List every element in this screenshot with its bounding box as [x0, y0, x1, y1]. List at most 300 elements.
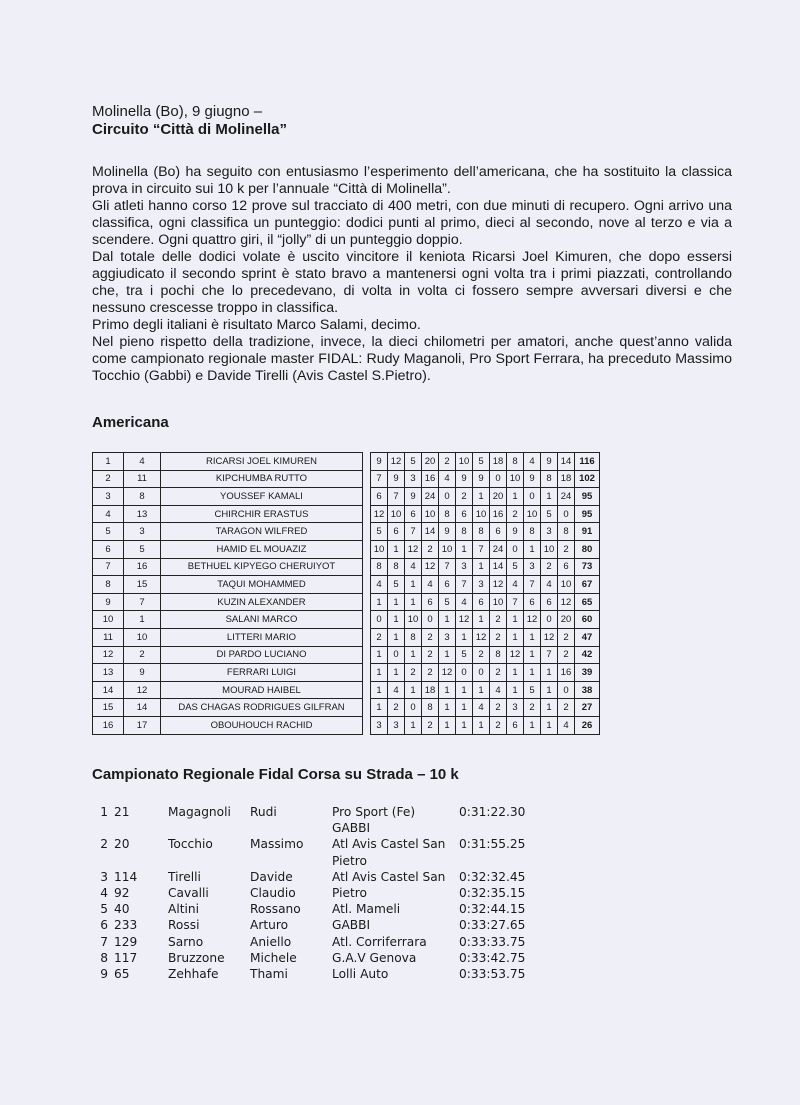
table-cell: 12: [473, 628, 490, 646]
table-row: [93, 646, 600, 664]
table-cell: 6: [371, 488, 388, 506]
table-cell: 10: [388, 505, 405, 523]
table-cell: 10: [524, 505, 541, 523]
table-cell: 1: [371, 699, 388, 717]
table-gap: [363, 699, 371, 717]
table-cell: 5: [456, 646, 473, 664]
table-row: [93, 681, 600, 699]
table-cell: 1: [541, 681, 558, 699]
table-cell: 13: [124, 505, 161, 523]
table-cell: 0: [371, 611, 388, 629]
result-time: 0:31:55.25: [459, 837, 526, 852]
table-row: [93, 488, 600, 506]
table-cell: 24: [490, 540, 507, 558]
table-cell: 18: [558, 470, 575, 488]
table-cell: 7: [93, 558, 124, 576]
table-cell: 7: [541, 646, 558, 664]
table-row: [93, 611, 600, 629]
table-cell: 6: [405, 505, 422, 523]
table-cell: 2: [558, 628, 575, 646]
table-cell: 1: [524, 646, 541, 664]
table-cell: 14: [124, 699, 161, 717]
table-cell: 1: [456, 628, 473, 646]
table-gap: [363, 628, 371, 646]
table-cell: 7: [124, 593, 161, 611]
table-cell: 12: [507, 646, 524, 664]
table-cell: 18: [490, 453, 507, 471]
table-cell: 6: [473, 593, 490, 611]
result-bib: 129: [114, 934, 138, 949]
table-cell: 5: [524, 681, 541, 699]
table-cell: 4: [473, 699, 490, 717]
table-cell: 1: [507, 611, 524, 629]
result-nam: Rudi: [250, 805, 277, 819]
table-cell: 16: [124, 558, 161, 576]
table-cell: 0: [507, 540, 524, 558]
table-cell: 6: [541, 593, 558, 611]
table-cell: 1: [473, 558, 490, 576]
table-cell: 12: [388, 453, 405, 471]
table-cell: FERRARI LUIGI: [161, 664, 363, 682]
table-cell: 95: [575, 505, 600, 523]
table-cell: BETHUEL KIPYEGO CHERUIYOT: [161, 558, 363, 576]
table-cell: 10: [473, 505, 490, 523]
table-row: [93, 505, 600, 523]
table-cell: KUZIN ALEXANDER: [161, 593, 363, 611]
result-pos: 1: [100, 805, 108, 819]
table-cell: 95: [575, 488, 600, 506]
result-sur: Tocchio: [168, 837, 213, 852]
table-cell: 8: [439, 505, 456, 523]
table-cell: 1: [507, 664, 524, 682]
table-cell: 2: [507, 505, 524, 523]
table-cell: 4: [439, 470, 456, 488]
table-cell: 5: [473, 453, 490, 471]
paragraph: Primo degli italiani è risultato Marco Salami, decimo.: [92, 317, 421, 333]
table-cell: 8: [558, 523, 575, 541]
table-cell: 2: [456, 488, 473, 506]
result-bib: 40: [114, 902, 130, 917]
table-cell: 47: [575, 628, 600, 646]
table-cell: 6: [422, 593, 439, 611]
result-sur: Rossi: [168, 918, 200, 933]
table-cell: 20: [490, 488, 507, 506]
table-cell: 8: [490, 646, 507, 664]
table-cell: 12: [490, 576, 507, 594]
table-cell: 8: [124, 488, 161, 506]
table-cell: 12: [93, 646, 124, 664]
result-club: Lolli Auto: [332, 966, 389, 981]
result-time: 0:33:27.65: [459, 918, 526, 933]
table-cell: 20: [422, 453, 439, 471]
table-cell: 5: [93, 523, 124, 541]
result-time: 0:33:42.75: [459, 950, 526, 965]
table-cell: 10: [541, 540, 558, 558]
table-cell: 4: [388, 681, 405, 699]
table-cell: 38: [575, 681, 600, 699]
table-cell: 27: [575, 699, 600, 717]
table-cell: 2: [422, 540, 439, 558]
table-cell: 0: [558, 681, 575, 699]
table-row: [93, 628, 600, 646]
table-cell: 1: [93, 453, 124, 471]
table-gap: [363, 646, 371, 664]
table-cell: 1: [541, 716, 558, 734]
table-cell: 9: [524, 470, 541, 488]
table-cell: 12: [456, 611, 473, 629]
result-pos: 9: [100, 966, 108, 981]
table-row: [93, 593, 600, 611]
table-gap: [363, 664, 371, 682]
table-cell: 2: [558, 646, 575, 664]
table-cell: 16: [422, 470, 439, 488]
result-bib: 233: [114, 918, 138, 933]
table-cell: 9: [405, 488, 422, 506]
table-cell: 2: [422, 664, 439, 682]
table-cell: 3: [473, 576, 490, 594]
table-cell: DI PARDO LUCIANO: [161, 646, 363, 664]
table-row: [93, 576, 600, 594]
result-club: Pietro: [332, 885, 367, 900]
table-cell: 1: [405, 593, 422, 611]
result-time: 0:32:35.15: [459, 885, 526, 900]
table-cell: 2: [422, 628, 439, 646]
table-cell: 9: [388, 470, 405, 488]
table-cell: 13: [93, 664, 124, 682]
table-cell: 8: [456, 523, 473, 541]
table-cell: 4: [422, 576, 439, 594]
table-cell: YOUSSEF KAMALI: [161, 488, 363, 506]
table-row: [93, 716, 600, 734]
table-cell: 1: [456, 699, 473, 717]
table-cell: 91: [575, 523, 600, 541]
result-club: Pietro: [332, 853, 367, 868]
table-cell: 1: [388, 540, 405, 558]
result-pos: 5: [100, 902, 108, 917]
result-club: G.A.V Genova: [332, 950, 417, 965]
table-cell: 12: [124, 681, 161, 699]
table-cell: 8: [507, 453, 524, 471]
table-cell: 4: [541, 576, 558, 594]
table-gap: [363, 488, 371, 506]
table-cell: KIPCHUMBA RUTTO: [161, 470, 363, 488]
table-cell: 12: [541, 628, 558, 646]
table-cell: 9: [439, 523, 456, 541]
table-cell: 2: [473, 646, 490, 664]
table-cell: 9: [124, 664, 161, 682]
result-time: 0:33:33.75: [459, 934, 526, 949]
campionato-title: Campionato Regionale Fidal Corsa su Strada – 10 k: [92, 766, 459, 783]
table-row: [93, 523, 600, 541]
table-cell: 14: [93, 681, 124, 699]
table-cell: 5: [507, 558, 524, 576]
table-cell: RICARSI JOEL KIMUREN: [161, 453, 363, 471]
table-cell: 12: [405, 540, 422, 558]
table-cell: 16: [490, 505, 507, 523]
table-cell: 1: [388, 611, 405, 629]
table-cell: 3: [124, 523, 161, 541]
table-row: [93, 699, 600, 717]
table-cell: 0: [439, 488, 456, 506]
article-title: Circuito “Città di Molinella”: [92, 121, 288, 138]
table-cell: 8: [422, 699, 439, 717]
paragraph: Molinella (Bo) ha seguito con entusiasmo l’esperimento dell’americana, che ha sostituito la classica prova in circuito sui 10 k per l’annuale “Città di Molinella”.: [92, 164, 732, 197]
table-cell: 39: [575, 664, 600, 682]
table-gap: [363, 540, 371, 558]
table-cell: 1: [473, 681, 490, 699]
table-cell: 14: [558, 453, 575, 471]
table-cell: 2: [93, 470, 124, 488]
table-gap: [363, 681, 371, 699]
americana-table: [92, 452, 600, 735]
table-cell: 2: [439, 453, 456, 471]
result-nam: Davide: [250, 869, 293, 884]
result-club: Atl Avis Castel San: [332, 869, 446, 884]
table-cell: 0: [490, 470, 507, 488]
table-cell: 6: [456, 505, 473, 523]
table-cell: 1: [439, 699, 456, 717]
result-time: 0:33:53.75: [459, 966, 526, 981]
table-cell: 2: [371, 628, 388, 646]
result-bib: 65: [114, 966, 130, 981]
table-cell: 8: [473, 523, 490, 541]
table-cell: 8: [371, 558, 388, 576]
result-pos: 2: [100, 837, 108, 852]
result-nam: Claudio: [250, 885, 296, 900]
table-cell: 65: [575, 593, 600, 611]
table-cell: 2: [388, 699, 405, 717]
table-cell: 1: [371, 664, 388, 682]
table-cell: 24: [558, 488, 575, 506]
table-cell: 14: [422, 523, 439, 541]
table-cell: DAS CHAGAS RODRIGUES GILFRAN: [161, 699, 363, 717]
result-bib: 114: [114, 869, 138, 884]
result-sur: Tirelli: [168, 869, 201, 884]
result-bib: 117: [114, 950, 138, 965]
table-cell: 116: [575, 453, 600, 471]
table-cell: 1: [524, 628, 541, 646]
table-cell: 4: [124, 453, 161, 471]
table-cell: 17: [124, 716, 161, 734]
table-cell: 1: [524, 716, 541, 734]
table-gap: [363, 593, 371, 611]
table-gap: [363, 505, 371, 523]
table-cell: 3: [388, 716, 405, 734]
table-cell: 20: [558, 611, 575, 629]
table-cell: 9: [541, 453, 558, 471]
table-cell: 10: [439, 540, 456, 558]
table-cell: 12: [422, 558, 439, 576]
table-cell: 6: [507, 716, 524, 734]
table-cell: 10: [456, 453, 473, 471]
result-pos: 8: [100, 950, 108, 965]
table-cell: 4: [558, 716, 575, 734]
table-cell: 0: [524, 488, 541, 506]
table-cell: 12: [371, 505, 388, 523]
table-cell: 102: [575, 470, 600, 488]
table-cell: 11: [124, 470, 161, 488]
table-cell: 1: [439, 716, 456, 734]
table-cell: 2: [558, 699, 575, 717]
table-cell: 3: [524, 558, 541, 576]
table-cell: 16: [558, 664, 575, 682]
table-cell: 1: [371, 681, 388, 699]
table-cell: 4: [507, 576, 524, 594]
result-pos: 4: [100, 885, 108, 900]
table-cell: 1: [371, 646, 388, 664]
table-row: [93, 558, 600, 576]
table-cell: 1: [507, 681, 524, 699]
table-cell: 5: [124, 540, 161, 558]
table-cell: 9: [507, 523, 524, 541]
table-cell: 1: [405, 681, 422, 699]
table-cell: 7: [388, 488, 405, 506]
result-sur: Altini: [168, 902, 199, 917]
result-nam: Michele: [250, 950, 297, 965]
table-gap: [363, 558, 371, 576]
table-cell: 7: [371, 470, 388, 488]
table-cell: 0: [456, 664, 473, 682]
table-cell: 1: [456, 716, 473, 734]
table-cell: 4: [371, 576, 388, 594]
result-time: 0:32:32.45: [459, 869, 526, 884]
table-cell: OBOUHOUCH RACHID: [161, 716, 363, 734]
table-cell: 12: [558, 593, 575, 611]
table-cell: 5: [388, 576, 405, 594]
result-club: Atl Avis Castel San: [332, 837, 446, 852]
table-cell: 8: [541, 470, 558, 488]
table-cell: 67: [575, 576, 600, 594]
result-sur: Zehhafe: [168, 966, 219, 981]
table-cell: 4: [93, 505, 124, 523]
table-cell: 42: [575, 646, 600, 664]
table-cell: 5: [439, 593, 456, 611]
table-cell: 10: [405, 611, 422, 629]
table-cell: 0: [473, 664, 490, 682]
result-sur: Sarno: [168, 934, 204, 949]
result-bib: 21: [114, 805, 130, 819]
table-cell: 6: [524, 593, 541, 611]
americana-title: Americana: [92, 414, 169, 431]
result-time: 0:32:44.15: [459, 902, 526, 917]
paragraph: Dal totale delle dodici volate è uscito vincitore il keniota Ricarsi Joel Kimuren, che dopo essersi aggiudicato il secondo sprint è stato bravo a mantenersi ogni volta tra i primi piazzati, controllando che, tra i pochi che lo precedevano, di volta in volta ci fossero sempre avversari diversi e che nessuno crescesse troppo in classifica.: [92, 249, 732, 316]
table-cell: 15: [124, 576, 161, 594]
table-cell: 1: [456, 681, 473, 699]
table-cell: 9: [473, 470, 490, 488]
table-cell: 2: [541, 558, 558, 576]
table-cell: 1: [405, 716, 422, 734]
table-cell: 9: [93, 593, 124, 611]
table-cell: 2: [490, 611, 507, 629]
table-cell: TAQUI MOHAMMED: [161, 576, 363, 594]
result-club: Pro Sport (Fe): [332, 805, 416, 819]
table-cell: 9: [456, 470, 473, 488]
table-gap: [363, 453, 371, 471]
table-cell: 2: [524, 699, 541, 717]
result-time: 0:31:22.30: [459, 805, 526, 819]
table-cell: 5: [541, 505, 558, 523]
table-cell: 8: [524, 523, 541, 541]
table-cell: 0: [422, 611, 439, 629]
table-cell: LITTERI MARIO: [161, 628, 363, 646]
table-cell: 1: [541, 664, 558, 682]
table-cell: 12: [524, 611, 541, 629]
table-cell: 2: [558, 540, 575, 558]
table-cell: 1: [524, 540, 541, 558]
table-cell: 73: [575, 558, 600, 576]
table-gap: [363, 576, 371, 594]
table-gap: [363, 523, 371, 541]
table-cell: 1: [124, 611, 161, 629]
table-row: [93, 453, 600, 471]
table-cell: 16: [93, 716, 124, 734]
table-cell: 1: [371, 593, 388, 611]
table-cell: 9: [371, 453, 388, 471]
table-cell: 0: [541, 611, 558, 629]
result-club: Atl. Mameli: [332, 902, 401, 917]
table-cell: 7: [439, 558, 456, 576]
table-cell: 2: [405, 664, 422, 682]
table-cell: 2: [124, 646, 161, 664]
result-nam: Massimo: [250, 837, 304, 852]
table-cell: 0: [558, 505, 575, 523]
result-club: Atl. Corriferrara: [332, 934, 427, 949]
table-cell: 3: [456, 558, 473, 576]
table-cell: 10: [124, 628, 161, 646]
result-sur: Bruzzone: [168, 950, 225, 965]
table-cell: 1: [439, 681, 456, 699]
table-cell: 1: [388, 628, 405, 646]
table-cell: 7: [473, 540, 490, 558]
table-cell: 1: [473, 716, 490, 734]
table-cell: 1: [388, 593, 405, 611]
table-cell: 10: [422, 505, 439, 523]
table-cell: 1: [524, 664, 541, 682]
table-row: [93, 470, 600, 488]
table-cell: 2: [490, 664, 507, 682]
table-cell: 7: [405, 523, 422, 541]
table-cell: TARAGON WILFRED: [161, 523, 363, 541]
table-cell: 3: [439, 628, 456, 646]
table-cell: 11: [93, 628, 124, 646]
table-cell: 6: [388, 523, 405, 541]
table-cell: 6: [558, 558, 575, 576]
table-cell: 3: [541, 523, 558, 541]
table-cell: 1: [405, 646, 422, 664]
table-cell: 2: [490, 699, 507, 717]
result-club: GABBI: [332, 821, 371, 836]
table-cell: 1: [439, 611, 456, 629]
table-cell: 10: [558, 576, 575, 594]
table-cell: 2: [422, 716, 439, 734]
table-cell: 1: [507, 488, 524, 506]
table-cell: 8: [388, 558, 405, 576]
table-cell: 1: [541, 699, 558, 717]
table-cell: 60: [575, 611, 600, 629]
table-gap: [363, 716, 371, 734]
table-cell: 18: [422, 681, 439, 699]
result-club: GABBI: [332, 918, 371, 933]
result-bib: 92: [114, 885, 130, 900]
paragraph: Gli atleti hanno corso 12 prove sul tracciato di 400 metri, con due minuti di recupero. Ogni arrivo una classifica, ogni classifica un punteggio: dodici punti al primo, dieci al secondo, nove al terzo e via a scendere. Ogni quattro giri, il “jolly” di un punteggio doppio.: [92, 198, 732, 248]
table-cell: 7: [507, 593, 524, 611]
table-cell: 4: [456, 593, 473, 611]
table-cell: 7: [524, 576, 541, 594]
result-bib: 20: [114, 837, 130, 852]
table-cell: 4: [524, 453, 541, 471]
table-cell: 10: [371, 540, 388, 558]
table-cell: 2: [490, 628, 507, 646]
